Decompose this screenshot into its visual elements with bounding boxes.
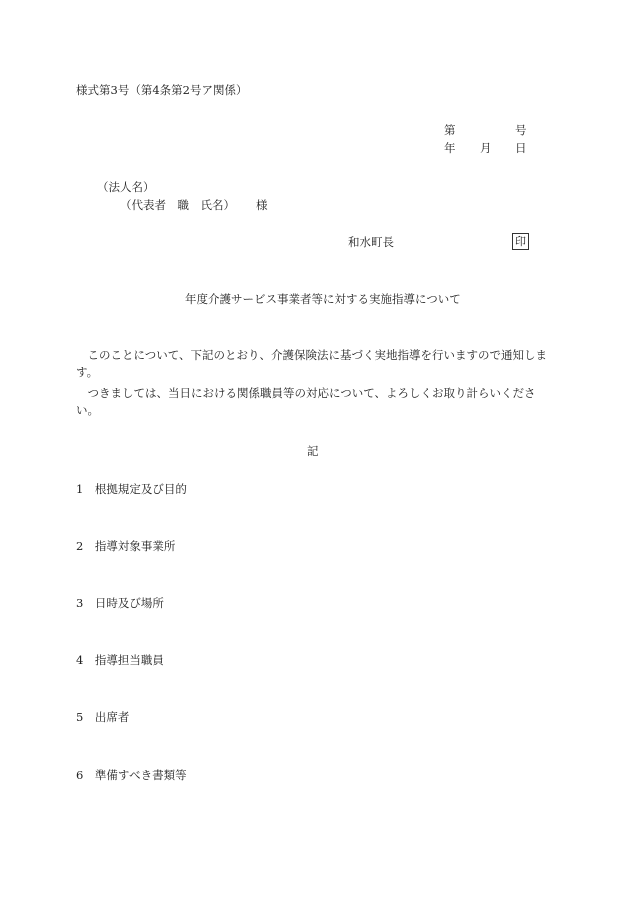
doc-number-suffix: 号 [515,123,527,137]
addressee-representative: （代表者 職 氏名） [120,198,235,212]
list-item: 5 出席者 [76,710,130,724]
ki-heading: 記 [307,444,319,458]
doc-number-prefix: 第 [444,123,456,137]
date-month: 月 [480,141,492,155]
list-item: 4 指導担当職員 [76,653,164,667]
form-number-label: 様式第3号（第4条第2号ア関係） [76,83,248,97]
date-day: 日 [515,141,527,155]
list-item: 1 根拠規定及び目的 [76,482,187,496]
list-item: 2 指導対象事業所 [76,539,176,553]
addressee-company: （法人名） [97,180,155,194]
seal-label: 印 [512,233,529,250]
date-year: 年 [444,141,456,155]
body-paragraph-1: このことについて、下記のとおり、介護保険法に基づく実地指導を行いますので通知します。 [76,348,548,379]
document-title: 年度介護サービス事業者等に対する実施指導について [185,292,461,306]
sender-name: 和水町長 [348,235,394,249]
addressee-honorific: 様 [256,198,268,212]
seal-mark [512,233,529,250]
body-paragraph-2: つきましては、当日における関係職員等の対応について、よろしくお取り計らいください。 [76,386,536,417]
list-item: 3 日時及び場所 [76,596,164,610]
list-item: 6 準備すべき書類等 [76,768,187,782]
